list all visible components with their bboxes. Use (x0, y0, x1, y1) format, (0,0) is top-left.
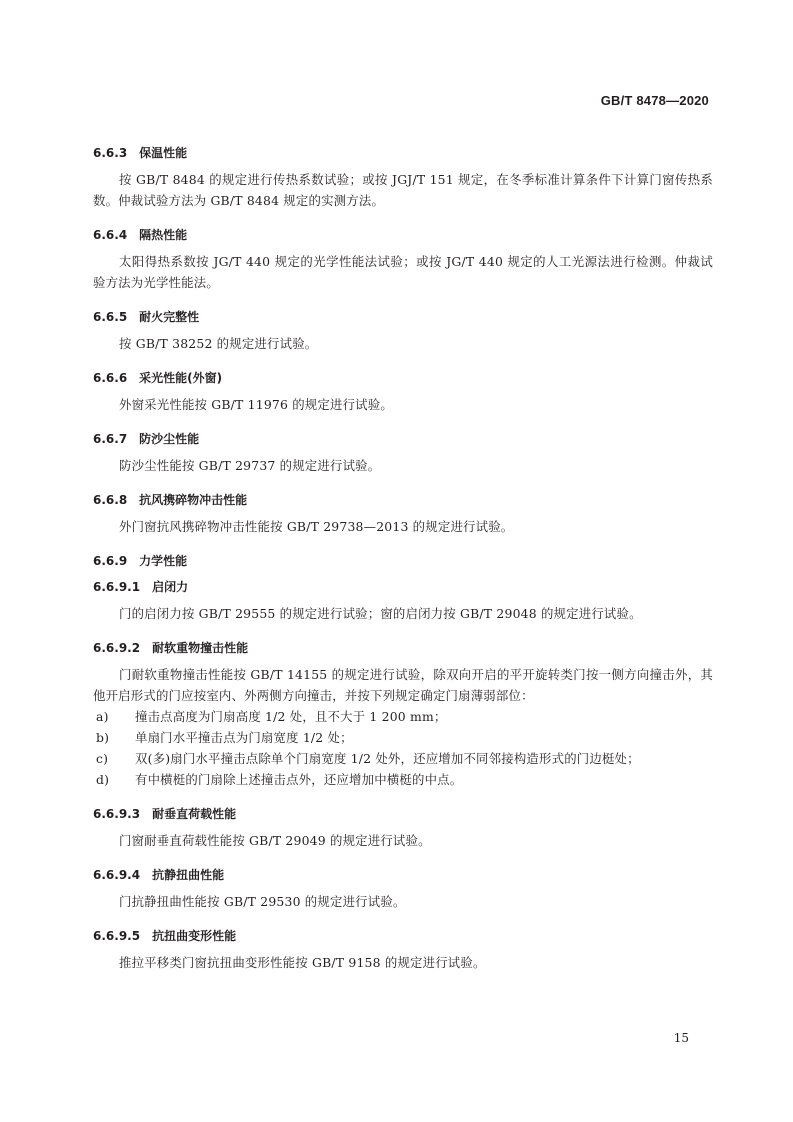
section-number: 6.6.9.4 (93, 868, 141, 882)
list-item-text: 双(多)扇门水平撞击点除单个门扇宽度 1/2 处外，还应增加不同邻接构造形式的门边梃处； (135, 751, 640, 766)
section-number: 6.6.5 (93, 310, 128, 324)
list-item-text: 撞击点高度为门扇高度 1/2 处，且不大于 1 200 mm； (135, 709, 447, 724)
section-heading (93, 225, 713, 246)
section-6-6-8 (93, 490, 713, 537)
section-number: 6.6.6 (93, 371, 128, 385)
list-item (93, 748, 713, 769)
section-heading (93, 804, 713, 825)
section-heading (93, 865, 713, 886)
section-title: 力学性能 (139, 554, 188, 568)
section-title: 耐垂直荷载性能 (152, 807, 237, 821)
page-content (93, 143, 713, 987)
section-6-6-9-4 (93, 865, 713, 912)
section-heading (93, 368, 713, 389)
section-number: 6.6.4 (93, 228, 128, 242)
section-title: 耐火完整性 (139, 310, 200, 324)
section-title: 耐软重物撞击性能 (152, 641, 249, 655)
section-6-6-3 (93, 143, 713, 211)
section-6-6-9-3 (93, 804, 713, 851)
paragraph: 太阳得热系数按 JG/T 440 规定的光学性能法试验；或按 JG/T 440 规定的人工光源法进行检测。仲裁试验方法为光学性能法。 (93, 254, 713, 290)
paragraph: 外门窗抗风携碎物冲击性能按 GB/T 29738—2013 的规定进行试验。 (119, 519, 514, 534)
section-6-6-9-5 (93, 926, 713, 973)
section-6-6-4 (93, 225, 713, 293)
section-number: 6.6.7 (93, 432, 128, 446)
section-heading (93, 638, 713, 659)
section-heading (93, 551, 713, 572)
impact-point-list (93, 706, 713, 790)
section-number: 6.6.9.5 (93, 929, 141, 943)
section-title: 抗风携碎物冲击性能 (139, 493, 248, 507)
section-title: 抗扭曲变形性能 (152, 929, 237, 943)
section-number: 6.6.9.3 (93, 807, 141, 821)
paragraph: 按 GB/T 8484 的规定进行传热系数试验；或按 JGJ/T 151 规定，在冬季标准计算条件下计算门窗传热系数。仲裁试验方法为 GB/T 8484 规定的实测方法。 (93, 172, 713, 208)
list-item-text: 有中横梃的门扇除上述撞击点外，还应增加中横梃的中点。 (135, 772, 463, 787)
section-number: 6.6.9.2 (93, 641, 141, 655)
paragraph: 门窗耐垂直荷载性能按 GB/T 29049 的规定进行试验。 (119, 833, 431, 848)
section-number: 6.6.9 (93, 554, 128, 568)
section-title: 防沙尘性能 (139, 432, 200, 446)
paragraph: 门的启闭力按 GB/T 29555 的规定进行试验；窗的启闭力按 GB/T 29048 的规定进行试验。 (119, 606, 642, 621)
section-6-6-5 (93, 307, 713, 354)
list-item-text: 单扇门水平撞击点为门扇宽度 1/2 处； (135, 730, 353, 745)
section-title: 保温性能 (139, 146, 188, 160)
paragraph: 防沙尘性能按 GB/T 29737 的规定进行试验。 (119, 458, 381, 473)
section-title: 启闭力 (152, 580, 189, 594)
section-heading (93, 490, 713, 511)
section-heading (93, 307, 713, 328)
page-number: 15 (673, 1031, 689, 1045)
section-number: 6.6.8 (93, 493, 128, 507)
list-item (93, 727, 713, 748)
section-title: 抗静扭曲性能 (152, 868, 225, 882)
list-marker: d) (96, 772, 110, 787)
paragraph: 按 GB/T 38252 的规定进行试验。 (119, 336, 318, 351)
standard-number: GB/T 8478—2020 (600, 93, 709, 108)
section-heading (93, 429, 713, 450)
section-6-6-6 (93, 368, 713, 415)
section-6-6-7 (93, 429, 713, 476)
paragraph: 推拉平移类门窗抗扭曲变形性能按 GB/T 9158 的规定进行试验。 (119, 955, 486, 970)
section-6-6-9-1 (93, 577, 713, 624)
section-6-6-9 (93, 551, 713, 572)
list-item (93, 769, 713, 790)
list-item (93, 706, 713, 727)
section-title: 采光性能(外窗) (139, 371, 223, 385)
section-title: 隔热性能 (139, 228, 188, 242)
section-number: 6.6.9.1 (93, 580, 141, 594)
list-marker: b) (96, 730, 110, 745)
paragraph: 门抗静扭曲性能按 GB/T 29530 的规定进行试验。 (119, 894, 406, 909)
section-heading (93, 577, 713, 598)
paragraph: 门耐软重物撞击性能按 GB/T 14155 的规定进行试验，除双向开启的平开旋转类门按一侧方向撞击外，其他开启形式的门应按室内、外两侧方向撞击，并按下列规定确定门扇薄弱部位： (93, 667, 713, 703)
section-6-6-9-2 (93, 638, 713, 790)
section-number: 6.6.3 (93, 146, 128, 160)
section-heading (93, 926, 713, 947)
section-heading (93, 143, 713, 164)
list-marker: c) (96, 751, 109, 766)
paragraph: 外窗采光性能按 GB/T 11976 的规定进行试验。 (119, 397, 393, 412)
list-marker: a) (96, 709, 109, 724)
